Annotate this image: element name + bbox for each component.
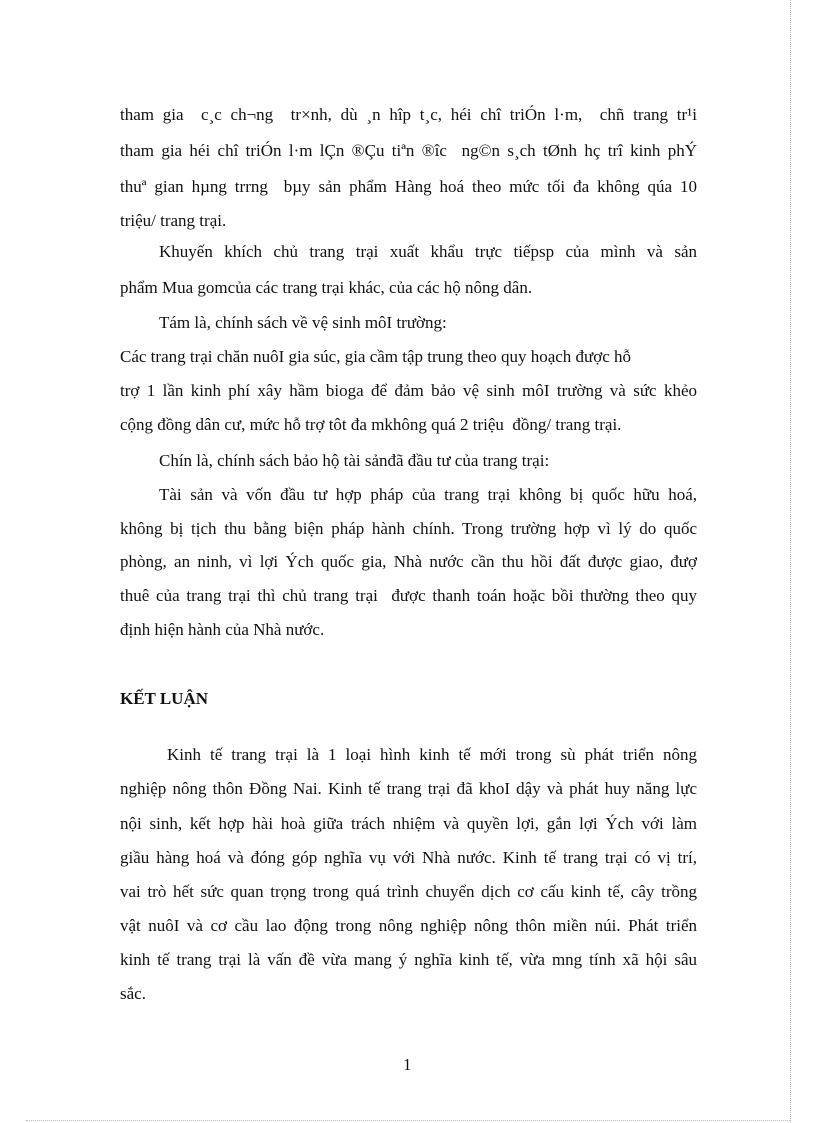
text-line: thuê của trang trại thì chủ trang trại được thanh toán hoặc bồi thường theo quy — [120, 586, 697, 605]
text-line: triệu/ trang trại. — [120, 211, 227, 230]
text-line: kinh tế trang trại là vấn đề vừa mang ý nghĩa kinh tế, vừa mng tính xã hội sâu — [120, 950, 697, 969]
page-number: 1 — [403, 1055, 412, 1074]
text-line: Kinh tế trang trại là 1 loại hình kinh tế mới trong sù phát triển nông — [167, 745, 697, 764]
text-line: phòng, an ninh, vì lợi Ých quốc gia, Nhà nước cần thu hồi đất được giao, đượ — [120, 552, 697, 571]
text-line: trợ 1 lần kinh phí xây hầm bioga để đảm bảo vệ sinh môI trường và sức khẻo — [120, 381, 697, 400]
text-line: vật nuôI và cơ cầu lao động trong nông nghiệp nông thôn miền núi. Phát triển — [120, 916, 697, 935]
text-line: cộng đồng dân cư, mức hỗ trợ tôt đa mkhông quá 2 triệu đồng/ trang trại. — [120, 415, 622, 434]
text-line: Chín là, chính sách bảo hộ tài sảnđã đầu tư của trang trại: — [159, 451, 550, 470]
text-line: không bị tịch thu bằng biện pháp hành chính. Trong trường hợp vì lý do quốc — [120, 519, 697, 538]
text-line: vai trò hết sức quan trọng trong quá trình chuyển dịch cơ cấu kinh tế, cây trồng — [120, 882, 697, 901]
text-line: Tám là, chính sách về vệ sinh môI trường: — [159, 313, 447, 332]
text-line: thuª gian hµng trrng bµy sản phẩm Hàng hoá theo mức tối đa không qúa 10 — [120, 177, 697, 196]
page-border-bottom — [26, 1120, 790, 1121]
text-line: phẩm Mua gomcủa các trang trại khác, của các hộ nông dân. — [120, 278, 533, 297]
text-line: sắc. — [120, 984, 146, 1003]
text-line: nghiệp nông thôn Đồng Nai. Kinh tế trang trại đã khoI dậy và phát huy năng lực — [120, 779, 697, 798]
text-line: Tài sản và vốn đầu tư hợp pháp của trang trại không bị quốc hữu hoá, — [159, 485, 697, 504]
page-border-right — [790, 0, 791, 1123]
text-line: tham gia c¸c ch¬ng tr×nh, dù ¸n hîp t¸c, héi chî triÓn l·m, chñ trang tr¹i — [120, 105, 697, 124]
text-line: Khuyến khích chủ trang trại xuất khẩu trực tiếpsp của mình và sản — [159, 242, 697, 261]
section-heading: KẾT LUẬN — [120, 689, 209, 708]
text-line: Các trang trại chăn nuôI gia súc, gia cầm tập trung theo quy hoạch được hỗ — [120, 347, 632, 366]
text-line: giầu hàng hoá và đóng góp nghĩa vụ với Nhà nước. Kinh tế trang trại có vị trí, — [120, 848, 697, 867]
text-line: định hiện hành của Nhà nước. — [120, 620, 325, 639]
text-line: tham gia héi chî triÓn l·m lÇn ®Çu tiªn ®îc ng©n s¸ch tØnh hç trî kinh phÝ — [120, 141, 697, 160]
text-line: nội sinh, kết hợp hài hoà giữa trách nhiệm và quyền lợi, gắn lợi Ých với làm — [120, 814, 697, 833]
